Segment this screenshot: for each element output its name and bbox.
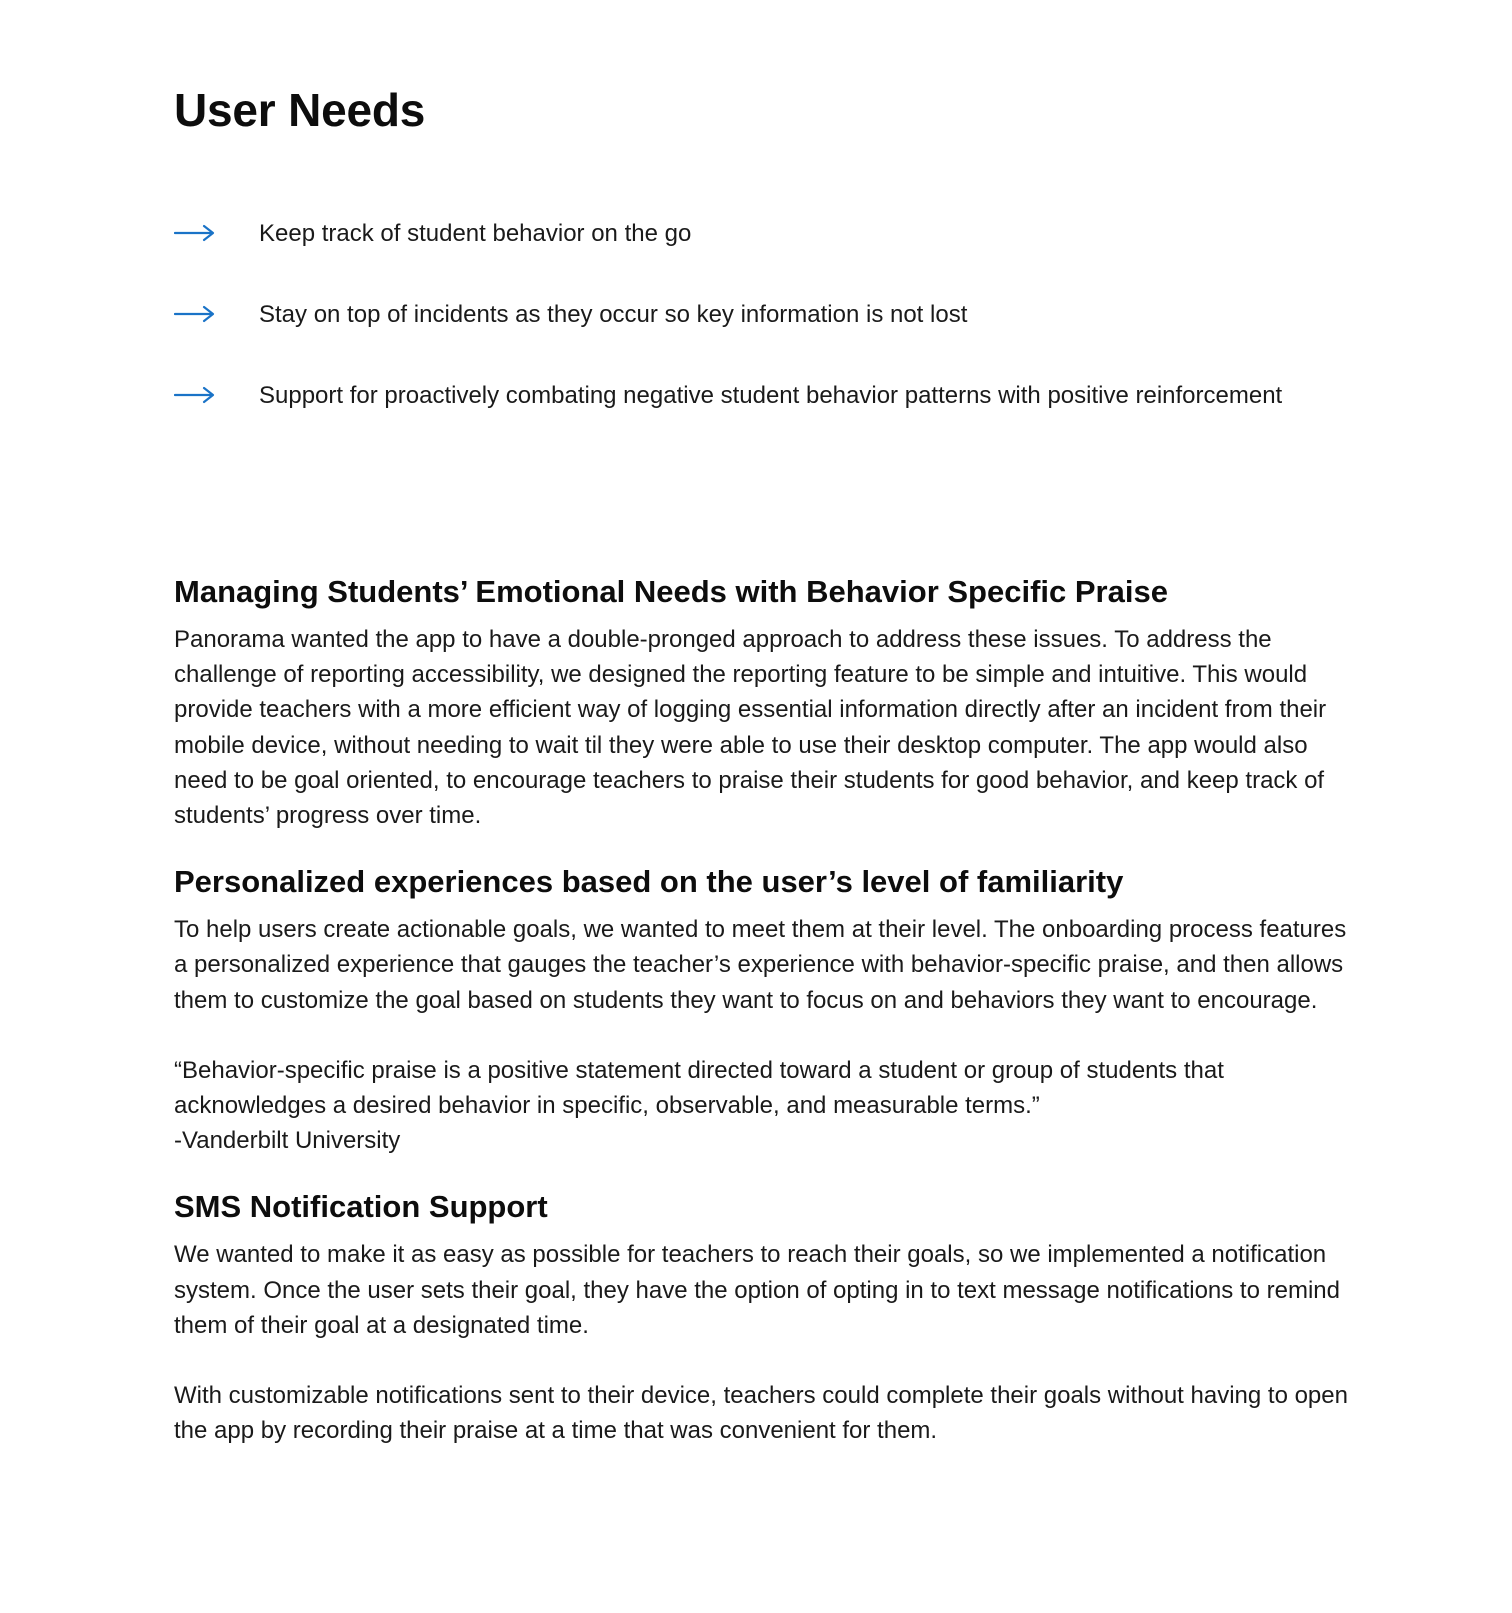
section-paragraph: With customizable notifications sent to their device, teachers could complete their goals without having to open the app by recording their praise at a time that was convenient for them. bbox=[174, 1382, 1348, 1445]
section-sms-notifications bbox=[174, 1185, 1354, 1448]
arrow-right-icon bbox=[174, 223, 216, 243]
need-item bbox=[174, 216, 1354, 251]
need-item bbox=[174, 378, 1354, 413]
user-needs-list bbox=[174, 216, 1354, 459]
arrow-right-icon bbox=[174, 385, 216, 405]
section-heading: SMS Notification Support bbox=[174, 1189, 548, 1225]
section-personalized-experiences bbox=[174, 860, 1354, 1158]
page-title: User Needs bbox=[174, 84, 426, 136]
need-item bbox=[174, 297, 1354, 332]
need-text: Support for proactively combating negative student behavior patterns with positive reinforcement bbox=[259, 382, 1283, 409]
arrow-right-icon bbox=[174, 304, 216, 324]
need-text: Stay on top of incidents as they occur so key information is not lost bbox=[259, 301, 968, 328]
quote-text: “Behavior-specific praise is a positive statement directed toward a student or group of students that acknowledges a desired behavior in specific, observable, and measurable terms.” bbox=[174, 1056, 1224, 1120]
content-sections bbox=[174, 570, 1354, 1448]
quote-block bbox=[174, 1053, 1354, 1159]
section-behavior-specific-praise bbox=[174, 570, 1354, 833]
quote-source: -Vanderbilt University bbox=[174, 1127, 401, 1155]
section-paragraph: Panorama wanted the app to have a double-pronged approach to address these issues. To address the challenge of reporting accessibility, we designed the reporting feature to be simple and intuitive. This would provide teachers with a more efficient way of logging essential information directly after an incident from their mobile device, without needing to wait til they were able to use their desktop computer. The app would also need to be goal oriented, to encourage teachers to praise their students for good behavior, and keep track of students’ progress over time. bbox=[174, 626, 1327, 830]
section-paragraph: We wanted to make it as easy as possible for teachers to reach their goals, so we implemented a notification system. Once the user sets their goal, they have the option of opting in to text message notifications to remind them of their goal at a designated time. bbox=[174, 1241, 1340, 1339]
need-text: Keep track of student behavior on the go bbox=[259, 220, 692, 247]
section-paragraph: To help users create actionable goals, we wanted to meet them at their level. The onboarding process features a personalized experience that gauges the teacher’s experience with behavior-specific praise, and then allows them to customize the goal based on students they want to focus on and behaviors they want to encourage. bbox=[174, 916, 1347, 1014]
section-heading: Personalized experiences based on the user’s level of familiarity bbox=[174, 864, 1124, 900]
section-heading: Managing Students’ Emotional Needs with Behavior Specific Praise bbox=[174, 574, 1168, 609]
